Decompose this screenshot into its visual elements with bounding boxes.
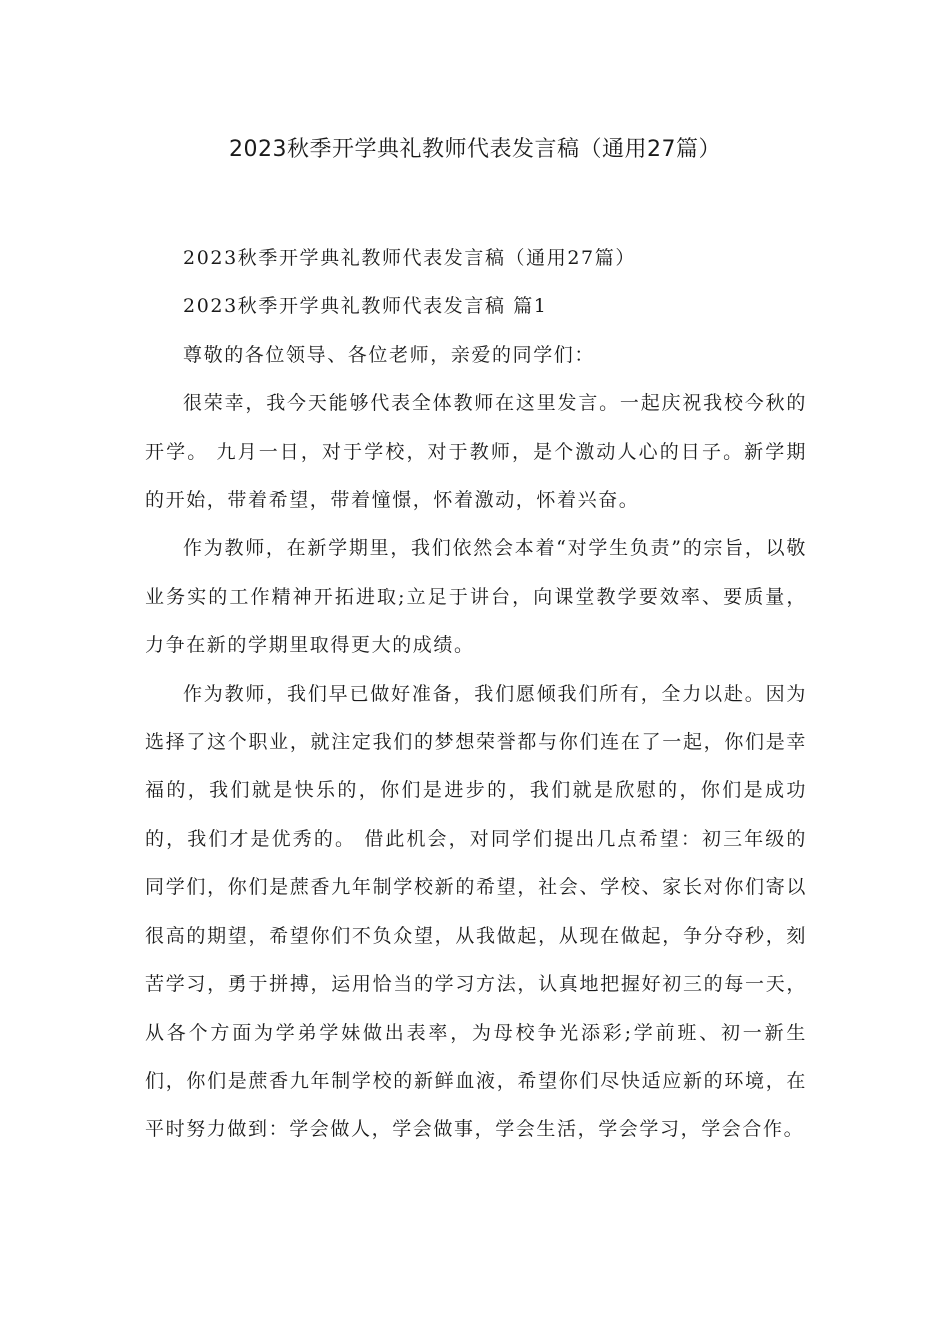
paragraph-body: 作为教师，我们早已做好准备，我们愿倾我们所有，全力以赴。因为选择了这个职业，就注定我们的梦想荣誉都与你们连在了一起，你们是幸福的，我们就是快乐的，你们是进步的，我们就是欣慰的，你们是成功的，我们才是优秀的。 借此机会，对同学们提出几点希望：初三年级的同学们，你们是蔗香九年制学校新的希望，社会、学校、家长对你们寄以很高的期望，希望你们不负众望，从我做起，从现在做起，争分夺秒，刻苦学习，勇于拼搏，运用恰当的学习方法，认真地把握好初三的每一天，从各个方面为学弟学妹做出表率，为母校争光添彩;学前班、初一新生们，你们是蔗香九年制学校的新鲜血液，希望你们尽快适应新的环境，在平时努力做到：学会做人，学会做事，学会生活，学会学习，学会合作。 [145,682,807,1141]
paragraph-section-heading: 2023秋季开学典礼教师代表发言稿 篇1 [183,295,548,318]
document-title: 2023秋季开学典礼教师代表发言稿（通用27篇） [229,137,721,162]
paragraph-salutation: 尊敬的各位领导、各位老师，亲爱的同学们： [183,343,596,366]
paragraph-body: 很荣幸，我今天能够代表全体教师在这里发言。一起庆祝我校今秋的开学。 九月一日，对于学校，对于教师，是个激动人心的日子。新学期的开始，带着希望，带着憧憬，怀着激动，怀着兴奋。 [145,392,807,512]
document-body [145,234,807,1154]
paragraph-body: 作为教师，在新学期里，我们依然会本着“对学生负责”的宗旨，以敬业务实的工作精神开拓进取;立足于讲台，向课堂教学要效率、要质量，力争在新的学期里取得更大的成绩。 [145,537,807,657]
paragraph-subtitle: 2023秋季开学典礼教师代表发言稿（通用27篇） [183,247,636,269]
